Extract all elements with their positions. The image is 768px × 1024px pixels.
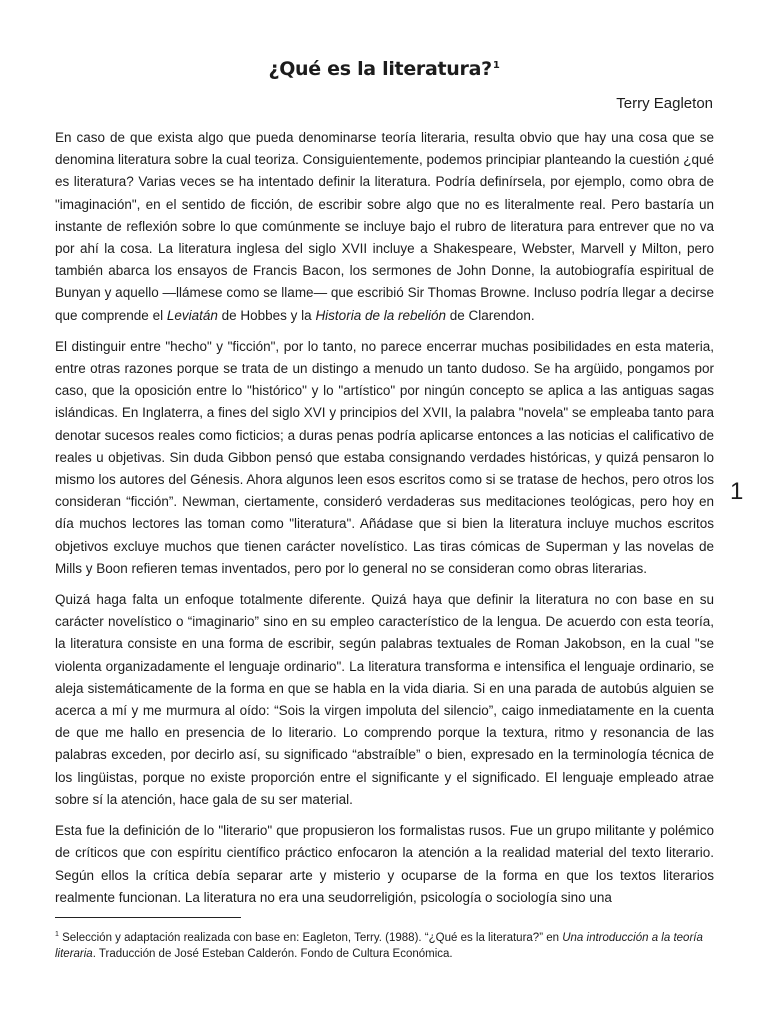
- paragraph-1-text-b: de Hobbes y la: [217, 307, 316, 323]
- title-text: ¿Qué es la literatura?: [268, 58, 492, 80]
- author-name: Terry Eagleton: [616, 95, 713, 112]
- italic-title-leviatan: Leviatán: [166, 307, 218, 323]
- footnote-divider: [55, 917, 241, 918]
- paragraph-3: Quizá haga falta un enfoque totalmente diferente. Quizá haya que definir la literatura no con base en su carácter novelístico o “imaginario” sino en su empleo característico de la lengua. De acuerdo con esta teoría, la literatura consiste en una forma de escribir, según palabras textuales de Roman Jakobson, en la cual "se violenta organizadamente el lenguaje ordinario". La literatura transforma e intensifica el lenguaje ordinario, se aleja sistemáticamente de la forma en que se habla en la vida diaria. Si en una parada de autobús alguien se acerca a mí y me murmura al oído: “Sois la virgen impoluta del silencio”, caigo inmediatamente en la cuenta de que me hallo en presencia de lo literario. Lo comprendo porque la textura, ritmo y resonancia de las palabras exceden, por decirlo así, su significado “abstraíble” o bien, expresado en la terminología técnica de los lingüistas, porque no existe proporción entre el significante y el significado. El lenguaje empleado atrae sobre sí la atención, hace gala de su ser material.: [55, 592, 714, 807]
- paragraph-1: [55, 127, 714, 327]
- footnote: [55, 927, 714, 962]
- document-title: [0, 58, 768, 80]
- document-body: [55, 127, 714, 918]
- page-number: 1: [730, 478, 744, 505]
- footnote-text-a: Selección y adaptación realizada con base en: Eagleton, Terry. (1988). “¿Qué es la literatura?” en: [58, 931, 563, 944]
- italic-title-historia-rebelion: Historia de la rebelión: [315, 307, 447, 323]
- footnote-book-title: Una introducción a la teoría literaria: [55, 931, 703, 960]
- footnote-marker: 1: [55, 931, 59, 938]
- paragraph-1-text-a: En caso de que exista algo que pueda denominarse teoría literaria, resulta obvio que hay una cosa que se denomina literatura sobre la cual teoriza. Consiguientemente, podemos principiar planteando la cuestión ¿qué es literatura? Varias veces se ha intentado definir la literatura. Podría definírsela, por ejemplo, como obra de "imaginación", en el sentido de ficción, de escribir sobre algo que no es literalmente real. Pero bastaría un instante de reflexión sobre lo que comúnmente se incluye bajo el rubro de literatura para entrever que no va por ahí la cosa. La literatura inglesa del siglo XVII incluye a Shakespeare, Webster, Marvell y Milton, pero también abarca los ensayos de Francis Bacon, los sermones de John Donne, la autobiografía espiritual de Bunyan y aquello —llámese como se llame— que escribió Sir Thomas Browne. Incluso podría llegar a decirse que comprende el: [55, 130, 714, 323]
- paragraph-2: El distinguir entre "hecho" y "ficción", por lo tanto, no parece encerrar muchas posibilidades en esta materia, entre otras razones porque se trata de un distingo a menudo un tanto dudoso. Se ha argüido, pongamos por caso, que la oposición entre lo "histórico" y lo "artístico" por ningún concepto se aplica a las antiguas sagas islándicas. En Inglaterra, a fines del siglo XVI y principios del XVII, la palabra "novela" se empleaba tanto para denotar sucesos reales como ficticios; a duras penas podría aplicarse entonces a las noticias el calificativo de reales u objetivas. Sin duda Gibbon pensó que estaba consignando verdades históricas, y quizá pensaron lo mismo los autores del Génesis. Ahora algunos leen esos escritos como si se tratase de hechos, pero otros los consideran “ficción”. Newman, ciertamente, consideró verdaderas sus meditaciones teológicas, pero hoy en día muchos lectores las toman como "literatura". Añádase que si bien la literatura incluye muchos escritos objetivos excluye muchos que tienen carácter novelístico. Las tiras cómicas de Superman y las novelas de Mills y Boon refieren temas inventados, pero por lo general no se consideran como obras literarias.: [55, 338, 714, 576]
- footnote-text-b: . Traducción de José Esteban Calderón. Fondo de Cultura Económica.: [92, 947, 453, 960]
- paragraph-1-text-c: de Clarendon.: [446, 307, 535, 323]
- paragraph-4: Esta fue la definición de lo "literario" que propusieron los formalistas rusos. Fue un grupo militante y polémico de críticos que con espíritu científico práctico enfocaron la atención a la realidad material del texto literario. Según ellos la crítica debía separar arte y misterio y ocuparse de la forma en que los textos literarios realmente funcionan. La literatura no era una seudorreligión, psicología o sociología sino una: [55, 823, 714, 905]
- footnote-ref-marker[interactable]: 1: [492, 59, 500, 71]
